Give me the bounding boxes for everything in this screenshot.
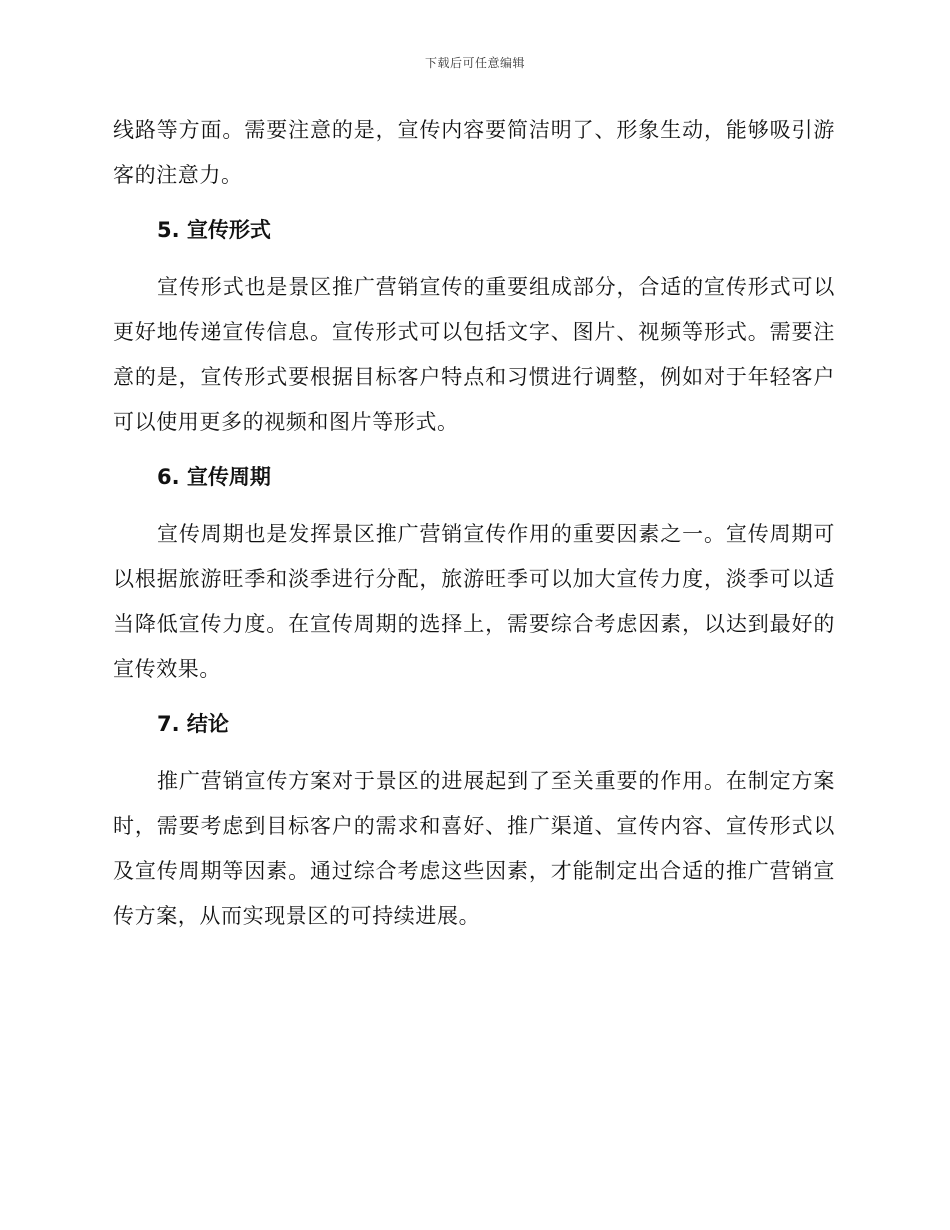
spacer — [113, 747, 835, 759]
spacer — [113, 692, 835, 702]
spacer — [113, 253, 835, 265]
paragraph-intro-continuation: 线路等方面。需要注意的是，宣传内容要简洁明了、形象生动，能够吸引游客的注意力。 — [113, 118, 835, 187]
spacer — [113, 500, 835, 512]
spacer — [113, 198, 835, 208]
page-header-note: 下载后可任意编辑 — [424, 56, 525, 70]
paragraph-section-5: 宣传形式也是景区推广营销宣传的重要组成部分，合适的宣传形式可以更好地传递宣传信息。宣传形式可以包括文字、图片、视频等形式。需要注意的是，宣传形式要根据目标客户特点和习惯进行调整，例如对于年轻客户可以使用更多的视频和图片等形式。 — [113, 275, 835, 434]
document-body — [113, 108, 835, 939]
section-heading-7: 7. 结论 — [157, 712, 229, 736]
spacer — [113, 445, 835, 455]
paragraph-section-7: 推广营销宣传方案对于景区的进展起到了至关重要的作用。在制定方案时，需要考虑到目标客户的需求和喜好、推广渠道、宣传内容、宣传形式以及宣传周期等因素。通过综合考虑这些因素，才能制定出合适的推广营销宣传方案，从而实现景区的可持续进展。 — [113, 769, 835, 928]
section-heading-6: 6. 宣传周期 — [157, 465, 271, 489]
paragraph-section-6: 宣传周期也是发挥景区推广营销宣传作用的重要因素之一。宣传周期可以根据旅游旺季和淡季进行分配，旅游旺季可以加大宣传力度，淡季可以适当降低宣传力度。在宣传周期的选择上，需要综合考虑因素，以达到最好的宣传效果。 — [113, 522, 835, 681]
section-heading-5: 5. 宣传形式 — [157, 218, 271, 242]
